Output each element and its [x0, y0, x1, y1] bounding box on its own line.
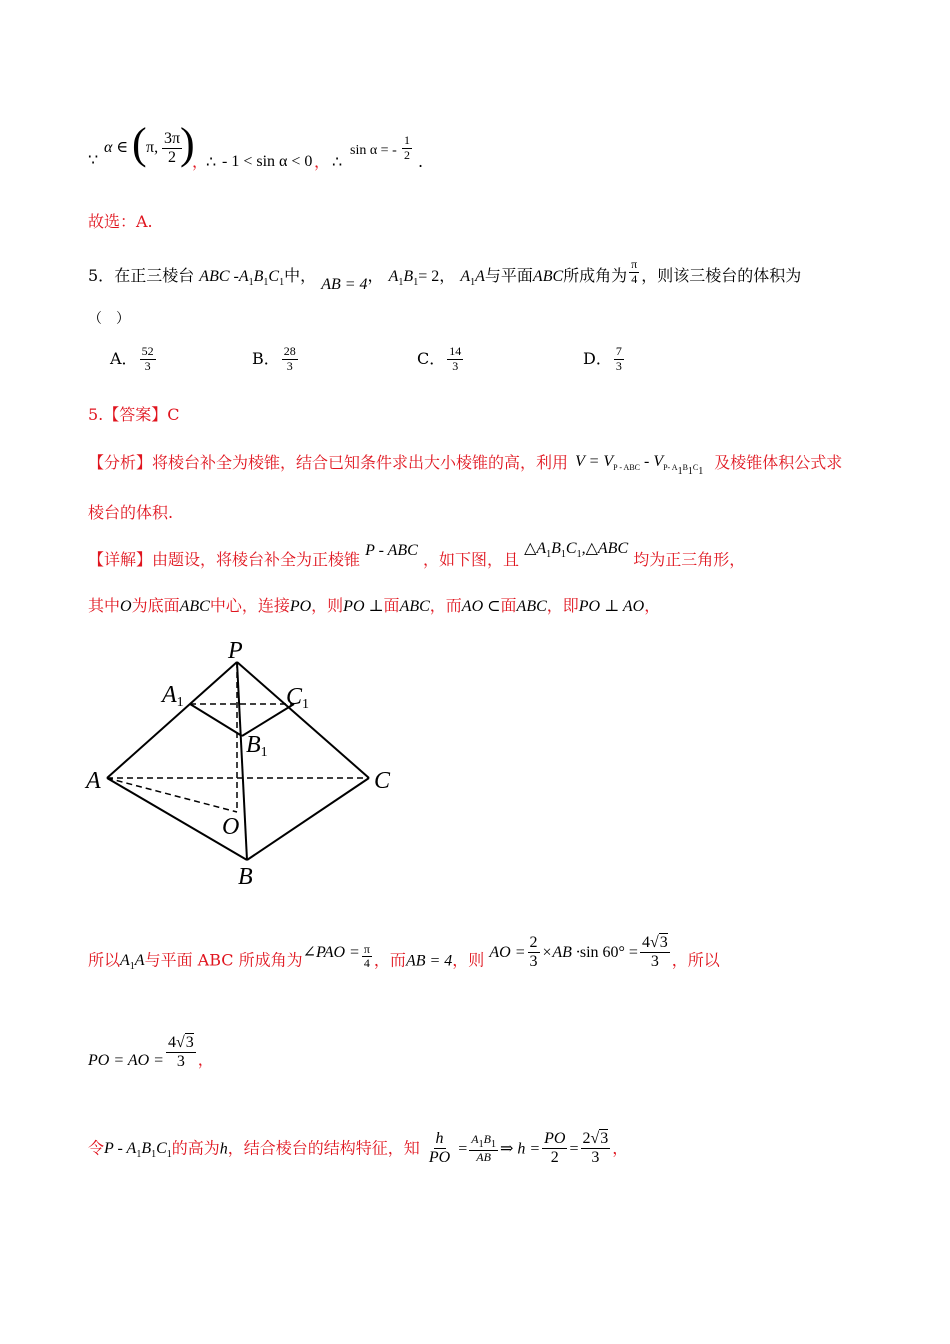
analysis-line-2: 棱台的体积.	[88, 503, 174, 522]
derivation-line: ∵ α ∈ ( π, $\frac{3\pi}{2}$ ) ， ∴ - 1 < sin α < 0 ， ∴ sin α = - $\frac{1}{2}$ .	[88, 119, 424, 171]
label-b: B	[238, 864, 253, 890]
previous-answer: 故选：A.	[88, 212, 153, 231]
analysis-line: 【分析】将棱台补全为棱锥，结合已知条件求出大小棱锥的高，利用 $V = V_{P - ABC} - V_{P- A_1B_1C_1}$ 及棱锥体积公式求	[88, 453, 843, 477]
detail-line: 【详解】由题设，将棱台补全为正棱锥 P - ABC ，如下图，且 $\triangle A_1B_1C_1,\triangle ABC$ 均为正三角形，	[88, 540, 746, 569]
po-line: PO = AO = $\frac{4√3}{3}$ ，	[88, 1034, 214, 1071]
label-p: P	[228, 638, 243, 664]
answer-label: 5.【答案】C	[88, 405, 180, 424]
frustum-figure	[82, 632, 412, 892]
option-c[interactable]: C． $\frac{14}{3}$	[417, 344, 462, 373]
question-5: 5．在正三棱台 ABC $-A_1B_1C_1$中， AB = 4， $A_1B_1= 2$， $A_1A$与平面ABC所成角为 $\frac{\pi}{4}$ ，则该三棱台的体积为	[88, 257, 802, 293]
label-a1: A1	[162, 682, 184, 710]
question-paren: （ ）	[88, 311, 130, 327]
height-line: 令P - $A_1B_1C_1$的高为h，结合棱台的结构特征，知 $\frac{h}{PO}$ = $\frac{A_1B_1}{AB}$ ⇒ h = $\frac{PO}{2}$ = $\frac{2√3}{3}$ ，	[88, 1130, 629, 1167]
label-c1: C1	[286, 684, 310, 712]
option-a[interactable]: A． $\frac{52}{3}$	[110, 344, 154, 373]
option-b[interactable]: B． $\frac{28}{3}$	[252, 344, 296, 373]
label-b1: B1	[246, 732, 268, 760]
angle-line: 所以$A_1A$与平面 ABC 所成角为∠PAO = $\frac{\pi}{4}$ ，而AB = 4，则 AO = $\frac{2}{3}$ ×AB ·sin 60° = $\frac{4√3}{3}$ ，所以	[88, 934, 720, 973]
label-a: A	[86, 768, 101, 794]
label-c: C	[374, 768, 391, 794]
label-o: O	[222, 814, 240, 840]
option-d[interactable]: D． $\frac{7}{3}$	[583, 344, 622, 373]
detail-line-2: 其中O为底面ABC中心，连接PO，则PO ⊥面ABC，而AO ⊂面ABC，即PO ⊥ AO，	[88, 596, 661, 615]
